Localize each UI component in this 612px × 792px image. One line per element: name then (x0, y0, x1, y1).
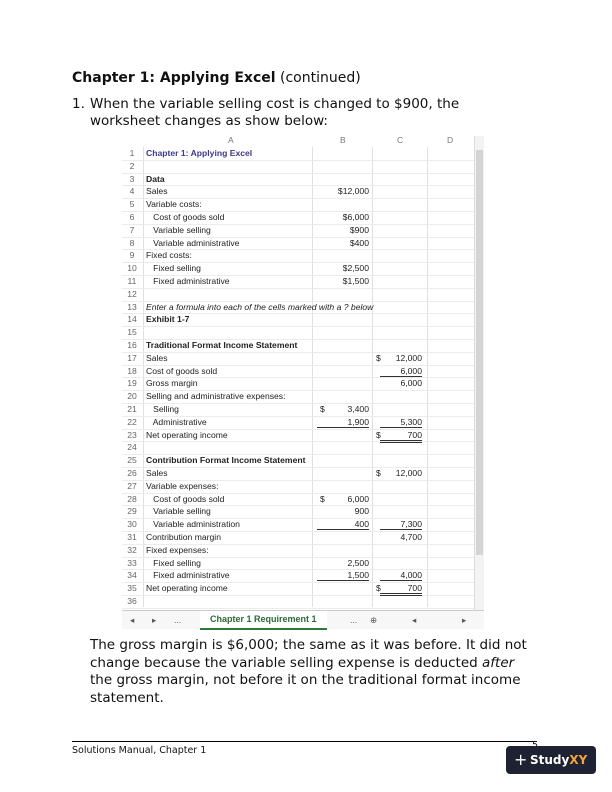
cell-a[interactable]: Contribution Format Income Statement (146, 455, 306, 466)
sheet-row (122, 467, 474, 481)
row-number: 1 (129, 148, 135, 158)
sheet-row (122, 582, 474, 596)
cell-b[interactable]: $1,500 (342, 276, 369, 286)
row-number: 9 (129, 250, 135, 261)
cell-c-dollar[interactable]: $ (376, 468, 381, 478)
sheet-row (122, 377, 474, 391)
cell-a[interactable]: Exhibit 1-7 (146, 314, 190, 325)
row-number: 26 (127, 468, 137, 478)
row-number: 10 (127, 263, 137, 274)
cell-c-dollar[interactable]: $ (376, 583, 381, 594)
answer-text-2: the gross margin, not before it on the traditional format income statement. (90, 672, 521, 706)
answer-text-1: The gross margin is $6,000; the same as it was before. It did not change because the variable selling expense is deducted (90, 637, 527, 671)
cell-a[interactable]: Variable expenses: (146, 480, 219, 491)
cell-a[interactable]: Fixed administrative (146, 570, 230, 581)
sheet-row (122, 185, 474, 199)
sheet-row (122, 313, 474, 327)
cell-a[interactable]: Fixed selling (146, 557, 201, 568)
sheet-row (122, 595, 474, 609)
cell-c[interactable]: 6,000 (380, 366, 422, 377)
sheet-row (122, 493, 474, 507)
sheet-row (122, 531, 474, 545)
sheet-row (122, 224, 474, 238)
cell-a[interactable]: Cost of goods sold (146, 493, 225, 504)
sheet-row (122, 454, 474, 468)
question-text: When the variable selling cost is changed to $900, the worksheet changes as show below: (90, 96, 460, 129)
row-number: 32 (127, 544, 137, 555)
logo-word (530, 753, 587, 767)
cell-a[interactable]: Data (146, 173, 165, 184)
row-number: 29 (127, 506, 137, 517)
cell-c[interactable]: 7,300 (380, 519, 422, 530)
sheet-row (122, 505, 474, 519)
cell-a[interactable]: Sales (146, 186, 168, 197)
column-headers (122, 134, 484, 146)
plus-icon: + (514, 750, 528, 769)
cell-a[interactable]: Fixed administrative (146, 276, 230, 286)
cell-c[interactable]: 6,000 (400, 378, 422, 389)
add-sheet-icon[interactable]: ⊕ (370, 615, 378, 625)
sheet-row (122, 275, 474, 289)
row-number: 30 (127, 519, 137, 530)
next-sheet-arrow-icon[interactable]: ▸ (152, 615, 157, 625)
cell-a[interactable]: Fixed expenses: (146, 544, 209, 555)
cell-c-dollar[interactable]: $ (376, 429, 381, 440)
cell-a[interactable]: Fixed costs: (146, 250, 192, 261)
sheet-row (122, 211, 474, 225)
logo-word-suffix: XY (569, 753, 588, 767)
cell-a[interactable]: Fixed selling (146, 263, 201, 274)
sheet-row (122, 429, 474, 443)
hscroll-left-icon[interactable]: ◂ (412, 615, 417, 625)
sheet-row (122, 480, 474, 494)
question-number: 1. (72, 96, 85, 112)
more-sheets-left[interactable]: ... (174, 615, 182, 625)
sheet-row (122, 160, 474, 174)
cell-c-dollar[interactable]: $ (376, 352, 381, 363)
heading-continued: (continued) (275, 70, 361, 86)
cell-c[interactable]: 700 (380, 430, 422, 443)
cell-a[interactable]: Variable costs: (146, 199, 202, 210)
cell-b-dollar[interactable]: $ (320, 493, 325, 504)
row-number: 27 (127, 480, 137, 491)
sheet-row (122, 237, 474, 251)
sheet-row (122, 249, 474, 263)
row-number: 12 (127, 288, 137, 299)
cell-c[interactable]: 5,300 (380, 417, 422, 428)
row-number: 3 (129, 173, 135, 184)
heading-bold: Chapter 1: Applying Excel (72, 70, 276, 86)
sheet-row (122, 173, 474, 187)
row-number: 36 (127, 596, 137, 606)
cell-a[interactable]: Cost of goods sold (146, 365, 218, 376)
answer-paragraph (90, 637, 540, 707)
row-number: 24 (127, 442, 137, 453)
row-number: 4 (129, 186, 135, 197)
cell-a[interactable]: Net operating income (146, 429, 228, 440)
sheet-row (122, 365, 474, 379)
row-number: 33 (127, 557, 137, 568)
cell-a[interactable]: Sales (146, 352, 168, 363)
sheet-row (122, 288, 474, 302)
row-number: 13 (127, 301, 137, 312)
sheet-row (122, 518, 474, 532)
cell-a[interactable]: Variable administration (146, 519, 240, 530)
cell-a[interactable]: Variable selling (146, 224, 211, 235)
row-number: 20 (127, 391, 137, 402)
sheet-row (122, 569, 474, 583)
footer-text: Solutions Manual, Chapter 1 (72, 745, 207, 756)
vertical-scrollbar[interactable] (474, 136, 484, 610)
sheet-row (122, 441, 474, 455)
sheet-row (122, 339, 474, 353)
row-number: 11 (127, 276, 137, 286)
sheet-row (122, 416, 474, 430)
row-number: 23 (127, 429, 137, 440)
cell-a[interactable]: Contribution margin (146, 532, 221, 542)
cell-a[interactable]: Chapter 1: Applying Excel (146, 148, 253, 158)
row-number: 34 (127, 570, 137, 581)
row-number: 6 (129, 212, 135, 222)
sheet-row (122, 301, 474, 315)
logo-word-main: Study (530, 753, 570, 767)
sheet-row (122, 326, 474, 340)
cell-c[interactable]: 4,000 (380, 570, 422, 581)
sheet-row (122, 147, 474, 161)
sheet-row (122, 352, 474, 366)
cell-c[interactable]: 12,000 (395, 352, 422, 363)
column-header-b: B (340, 135, 346, 145)
cell-a[interactable]: Administrative (146, 416, 207, 427)
sheet-tab-bar (122, 610, 484, 629)
cell-b[interactable]: 1,500 (317, 570, 369, 581)
row-number: 25 (127, 455, 137, 466)
row-number: 17 (127, 352, 137, 363)
studyxy-logo (506, 746, 596, 774)
cell-b[interactable]: 2,500 (347, 557, 369, 568)
cell-c[interactable]: 4,700 (400, 532, 422, 542)
cell-a[interactable]: Selling (146, 404, 179, 414)
cell-a[interactable]: Enter a formula into each of the cells marked with a ? below (146, 301, 374, 312)
footer-rule (72, 741, 537, 742)
row-number: 2 (129, 160, 135, 171)
row-number: 28 (127, 493, 137, 504)
column-header-d: D (447, 135, 454, 145)
sheet-row (122, 198, 474, 212)
cell-b[interactable]: 3,400 (347, 404, 369, 414)
column-header-a: A (228, 135, 234, 145)
sheet-row (122, 544, 474, 558)
row-number: 31 (127, 532, 137, 542)
cell-b-dollar[interactable]: $ (320, 404, 325, 414)
sheet-row (122, 557, 474, 571)
scrollbar-thumb[interactable] (476, 150, 483, 555)
row-number: 8 (129, 237, 135, 248)
sheet-row (122, 403, 474, 417)
row-number: 21 (127, 404, 137, 414)
cell-a[interactable]: Traditional Format Income Statement (146, 340, 298, 350)
cell-b[interactable]: 400 (317, 519, 369, 530)
row-number: 7 (129, 224, 135, 235)
cell-a[interactable]: Cost of goods sold (146, 212, 225, 222)
cell-a[interactable]: Net operating income (146, 583, 228, 594)
prev-sheet-arrow-icon[interactable]: ◂ (130, 615, 135, 625)
row-number: 19 (127, 378, 137, 389)
cell-b[interactable]: $6,000 (342, 212, 369, 222)
sheet-row (122, 390, 474, 404)
cell-a[interactable]: Selling and administrative expenses: (146, 391, 286, 402)
cell-c[interactable]: 700 (380, 583, 422, 596)
cell-b[interactable]: 900 (354, 506, 369, 517)
row-number: 18 (127, 365, 137, 376)
spreadsheet-screenshot (122, 134, 484, 634)
sheet-row (122, 262, 474, 276)
row-number: 15 (127, 327, 137, 338)
cell-b[interactable]: 1,900 (317, 417, 369, 428)
row-number: 16 (127, 340, 137, 350)
cell-b[interactable]: 6,000 (347, 493, 369, 504)
cell-a[interactable]: Variable administrative (146, 237, 240, 248)
cell-b[interactable]: $900 (349, 224, 369, 235)
cell-a[interactable]: Variable selling (146, 506, 211, 517)
column-header-c: C (397, 135, 404, 145)
cell-b[interactable]: $12,000 (337, 186, 369, 197)
cell-a[interactable]: Sales (146, 468, 168, 478)
cell-b[interactable]: $400 (349, 237, 369, 248)
page-heading (72, 70, 361, 86)
hscroll-right-icon[interactable]: ▸ (462, 615, 467, 625)
row-number: 35 (127, 583, 137, 594)
more-sheets-right[interactable]: ... (350, 615, 358, 625)
row-number: 14 (127, 314, 137, 325)
row-number: 22 (127, 416, 137, 427)
answer-emphasis: after (482, 654, 515, 671)
cell-c[interactable]: 12,000 (395, 468, 422, 478)
tab-chapter-1-requirement-1[interactable]: Chapter 1 Requirement 1 (200, 611, 327, 630)
row-number: 5 (129, 199, 135, 210)
cell-b[interactable]: $2,500 (342, 263, 369, 274)
cell-a[interactable]: Gross margin (146, 378, 198, 389)
